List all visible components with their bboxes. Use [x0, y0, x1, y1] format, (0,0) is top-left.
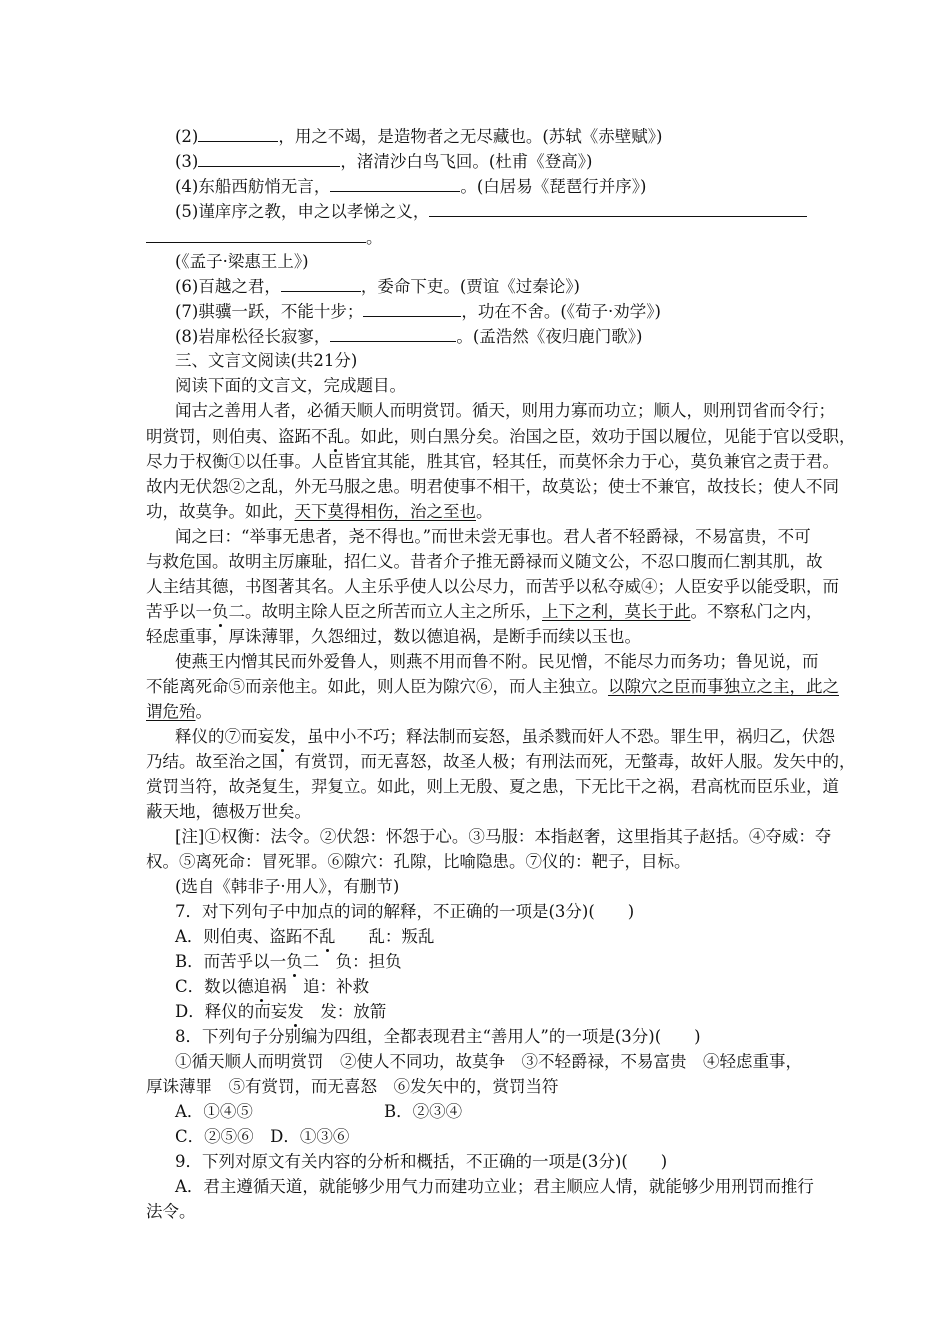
dotted-word: 乱: [318, 927, 336, 946]
passage-line: [175, 725, 835, 749]
q7-text-before: (7)骐骥一跃，不能十步；: [175, 302, 364, 321]
passage-line: 人主结其德，书图著其名。人主乐乎使人以公尽力，而苦乎以私夺威④；人臣安乎以能受职，而: [146, 577, 839, 596]
passage-line: [146, 675, 839, 699]
q5-source: (《孟子·梁惠王上》): [175, 252, 309, 271]
q2-text: ，用之不竭，是造物者之无尽藏也。(苏轼《赤壁赋》): [278, 127, 663, 146]
option-text: 祸 追：补救: [270, 977, 370, 996]
question-8-option-a[interactable]: A．①④⑤: [175, 1102, 253, 1121]
passage-text: 不能离死命⑤而亲他主。如此，则人臣为隙穴⑥，而人主独立。: [146, 677, 608, 696]
underlined-sentence: 谓危殆: [146, 702, 196, 721]
passage-line: [146, 500, 493, 524]
option-text: B．而苦乎以一: [175, 952, 287, 971]
answer-blank[interactable]: [198, 149, 340, 167]
passage-text: ，虽中小不巧；释法制而妄怒，虽杀戮而奸人不恐。罪生甲，祸归乙，伏怨: [290, 727, 835, 746]
fill-in-q5: [175, 199, 807, 224]
notes-line: [注]①权衡：法令。②伏怨：怀怨于心。③马服：本指赵奢，这里指其子赵括。④夺威：夺: [175, 827, 832, 846]
q3-text: ，渚清沙白鸟飞回。(杜甫《登高》): [340, 152, 593, 171]
q2-number: (2): [175, 127, 199, 146]
question-9-option-a-cont: 法令。: [146, 1202, 196, 1221]
fill-in-q5-cont: [146, 225, 383, 250]
answer-blank[interactable]: [198, 124, 278, 142]
answer-blank[interactable]: [330, 324, 456, 342]
section-instruction: 阅读下面的文言文，完成题目。: [175, 376, 406, 395]
question-9-option-a[interactable]: A．君主遵循天道，就能够少用气力而建功立业；君主顺应人情，就能够少用刑罚而推行: [175, 1177, 814, 1196]
notes-line: 权。⑤离死命：冒死罪。⑥隙穴：孔隙，比喻隐患。⑦仪的：靶子，目标。: [146, 852, 691, 871]
option-text: 发：放箭: [303, 1002, 387, 1021]
passage-line: 轻虑重事，厚诛薄罪，久怨细过，数以德追祸，是断手而续以玉也。: [146, 627, 641, 646]
option-text: D．释仪的而妄: [175, 1002, 288, 1021]
underlined-sentence: 以隙穴之臣而事独立之主，此之: [608, 677, 839, 696]
q7-text-after: ，功在不舍。(《荀子·劝学》): [461, 302, 661, 321]
fill-in-q4: [175, 174, 647, 199]
passage-text: 苦乎以一: [146, 602, 212, 621]
passage-source: (选自《韩非子·用人》，有删节): [175, 877, 400, 896]
fill-in-q6: [175, 274, 580, 299]
passage-line: 使燕王内憎其民而外爱鲁人，则燕不用而鲁不附。民见憎，不能尽力而务功；鲁见说，而: [175, 652, 819, 671]
answer-blank[interactable]: [146, 225, 366, 243]
question-8-items: 厚诛薄罪 ⑤有赏罚，而无喜怒 ⑥发矢中的，赏罚当符: [146, 1077, 559, 1096]
q4-text-after: 。(白居易《琵琶行并序》): [460, 177, 647, 196]
option-text: C．数以德: [175, 977, 254, 996]
passage-line: 蔽天地，德极万世矣。: [146, 802, 311, 821]
fill-in-q3: [175, 149, 593, 174]
passage-line: 闻之曰：“举事无患者，尧不得也。”而世未尝无事也。君人者不轻爵禄，不易富贵，不可: [175, 527, 811, 546]
underlined-sentence: 上下之利，莫长于此: [542, 602, 691, 621]
fill-in-q7: [175, 299, 661, 324]
question-7-stem: 7．对下列句子中加点的词的解释，不正确的一项是(3分)( ): [175, 902, 635, 921]
q4-text-before: (4)东船西舫悄无言，: [175, 177, 331, 196]
question-8-option-b[interactable]: B．②③④: [384, 1102, 463, 1121]
q8-text-before: (8)岩扉松径长寂寥，: [175, 327, 331, 346]
passage-line: 赏罚当符，故尧复生，羿复立。如此，则上无殷、夏之患，下无比干之祸，君高枕而臣乐业，道: [146, 777, 839, 796]
q6-text-after: ，委命下吏。(贾谊《过秦论》): [360, 277, 580, 296]
dotted-word: 发: [287, 1002, 304, 1021]
passage-text: 。: [195, 702, 212, 721]
passage-text: 。不察私门之内，: [690, 602, 823, 621]
question-7-option-a[interactable]: [175, 925, 434, 949]
passage-line: [146, 600, 823, 624]
question-7-option-c[interactable]: [175, 975, 369, 999]
question-8-items: ①循天顺人而明赏罚 ②使人不同功，故莫争 ③不轻爵禄，不易富贵 ④轻虑重事，: [175, 1052, 802, 1071]
fill-in-q8: [175, 324, 643, 349]
passage-text: 明赏罚，则伯夷、盗跖不: [146, 427, 328, 446]
passage-line: 闻古之善用人者，必循天顺人而明赏罚。循天，则用力寡而功立；顺人，则刑罚省而令行；: [175, 401, 835, 420]
q5-text-before: (5)谨庠序之教，申之以孝悌之义，: [175, 202, 430, 221]
question-8-option-cd[interactable]: C．②⑤⑥ D．①③⑥: [175, 1127, 350, 1146]
answer-blank[interactable]: [363, 299, 461, 317]
question-9-stem: 9．下列对原文有关内容的分析和概括，不正确的一项是(3分)( ): [175, 1152, 668, 1171]
passage-text: 释仪的⑦而妄: [175, 727, 274, 746]
option-text: 二 负：担负: [302, 952, 402, 971]
fill-in-q2: [175, 124, 663, 149]
passage-line: [146, 700, 212, 724]
question-8-stem: 8．下列句子分别编为四组，全都表现君主“善用人”的一项是(3分)( ): [175, 1027, 701, 1046]
passage-line: [146, 425, 856, 449]
question-7-option-d[interactable]: [175, 1000, 386, 1024]
q5-end: 。: [366, 228, 383, 247]
q3-number: (3): [175, 152, 199, 171]
passage-text: 二。故明主除人臣之所苦而立人主之所乐，: [228, 602, 542, 621]
question-7-option-b[interactable]: [175, 950, 402, 974]
passage-text: 功，故莫争。如此，: [146, 502, 295, 521]
underlined-sentence: 天下莫得相伤，治之至也: [294, 502, 476, 521]
answer-blank[interactable]: [281, 274, 361, 292]
dotted-word: 发: [274, 727, 291, 746]
passage-line: 故内无伏怨②之乱，外无马服之患。明君使事不相干，故莫讼；使士不兼官，故技长；使人不同: [146, 477, 839, 496]
option-text: A．则伯夷、盗跖不: [175, 927, 319, 946]
passage-line: 与救危国。故明主厉廉耻，招仁义。昔者介子推无爵禄而义随文公，不忍口腹而仁割其肌，故: [146, 552, 823, 571]
section-heading: 三、文言文阅读(共21分): [175, 351, 358, 370]
passage-text: 。: [476, 502, 493, 521]
dotted-word: 追: [253, 977, 271, 996]
passage-line: 尽力于权衡①以任事。人臣皆宜其能，胜其官，轻其任，而莫怀余力于心，莫负兼官之责于君。: [146, 452, 839, 471]
answer-blank[interactable]: [429, 199, 807, 217]
option-text: 乱：叛乱: [335, 927, 435, 946]
passage-text: 。如此，则白黑分矣。治国之臣，效功于国以履位，见能于官以受职，: [344, 427, 856, 446]
dotted-word: 负: [286, 952, 303, 971]
dotted-word: 负: [212, 602, 229, 621]
dotted-word: 乱: [327, 427, 344, 446]
q8-text-after: 。(孟浩然《夜归鹿门歌》): [456, 327, 643, 346]
answer-blank[interactable]: [330, 174, 460, 192]
q6-text-before: (6)百越之君，: [175, 277, 281, 296]
passage-line: 乃结。故至治之国，有赏罚，而无喜怒，故圣人极；有刑法而死，无螫毒，故奸人服。发矢中的，: [146, 752, 856, 771]
